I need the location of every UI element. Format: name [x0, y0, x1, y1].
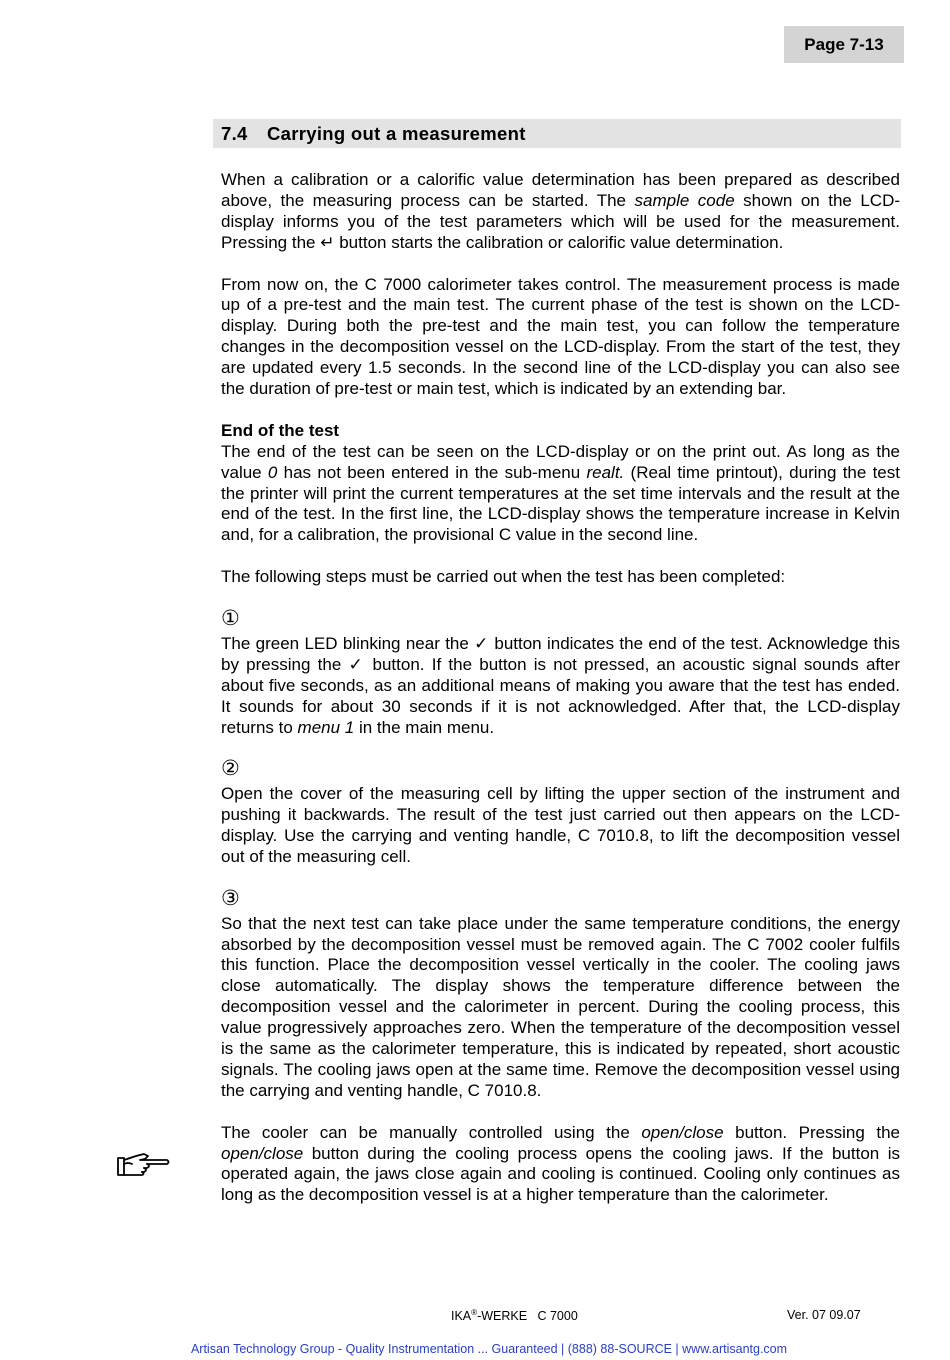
artisan-footer-link[interactable]: Artisan Technology Group - Quality Instrumentation ... Guaranteed | (888) 88-SOURCE | www.artisantg.com — [190, 1342, 788, 1356]
step-1-text: The green LED blinking near the ✓ button indicates the end of the test. Acknowledge this by pressing the ✓ button. If the button is not pressed, an acoustic signal sounds after about five seconds, as an additional means of making you aware that the test has ended. It sounds for about 30 seconds if it is not acknowledged. After that, the LCD-display returns to menu 1 in the main menu. — [221, 633, 900, 737]
step-2-text: Open the cover of the measuring cell by lifting the upper section of the instrument and pushing it backwards. The result of the test just carried out then appears on the LCD-display. Use the carrying and venting handle, C 7010.8, to lift the decomposition vessel out of the measuring cell. — [221, 784, 900, 866]
page-number-label: Page 7-13 — [784, 26, 904, 63]
menu-1-term: menu 1 — [297, 717, 355, 737]
check-icon: ✓ — [348, 654, 366, 674]
main-content — [221, 170, 900, 1227]
intro-paragraph-2: From now on, the C 7000 calorimeter takes control. The measurement process is made up of a pre-test and the main test. The current phase of the test is shown on the LCD-display. During both the pre-test and the main test, you can follow the temperature changes in the decomposition vessel on the LCD-display. From the start of the test, they are updated every 1.5 seconds. In the second line of the LCD-display you can also see the duration of pre-test or main test, which is indicated by an extending bar. — [221, 274, 900, 399]
open-close-term: open/close — [221, 1143, 304, 1163]
sample-code-term: sample code — [634, 190, 735, 210]
section-number: 7.4 — [221, 123, 248, 144]
section-title: Carrying out a measurement — [267, 123, 526, 144]
steps-intro: The following steps must be carried out when the test has been completed: — [221, 567, 786, 587]
open-close-term: open/close — [641, 1122, 724, 1142]
note-paragraph: The cooler can be manually controlled using the open/close button. Pressing the open/close button during the cooling process opens the cooling jaws. If the button is operated again, the jaws close again and cooling is continued. Cooling only continues as long as the decomposition vessel is at a higher temperature than the calorimeter. — [221, 1122, 900, 1205]
realt-term: realt. — [586, 462, 625, 482]
pointing-hand-icon — [116, 1151, 172, 1179]
registered-mark: ® — [471, 1308, 478, 1317]
enter-key-icon: ↵ — [320, 232, 335, 252]
check-icon: ✓ — [474, 633, 490, 653]
end-of-test-paragraph: The end of the test can be seen on the LCD-display or on the print out. As long as the value 0 has not been entered in the sub-menu realt. (Real time printout), during the test the printer will print the current temperatures at the set time intervals and the result at the end of the test. In the first line, the LCD-display shows the temperature increase in Kelvin and, for a calibration, the provisional C value in the second line. — [221, 441, 900, 545]
footer-brand: IKA®-WERKE C 7000 — [451, 1308, 578, 1324]
section-heading — [213, 119, 901, 148]
intro-paragraph-1: When a calibration or a calorific value determination has been prepared as described above, the measuring process can be started. The sample code shown on the LCD-display informs you of the test parameters which will be used for the measurement. Pressing the ↵ button starts the calibration or calorific value determination. — [221, 170, 901, 252]
step-1-number: ① — [221, 606, 240, 630]
step-2-number: ② — [221, 757, 240, 781]
footer-version: Ver. 07 09.07 — [787, 1308, 861, 1322]
end-of-test-heading: End of the test — [221, 420, 340, 440]
step-3-text: So that the next test can take place under the same temperature conditions, the energy absorbed by the decomposition vessel must be removed again. The C 7002 cooler fulfils this function. Place the decomposition vessel vertically in the cooler. The cooling jaws close automatically. The display shows the temperature difference between the decomposition vessel and the calorimeter in percent. During the cooling process, this value progressively approaches zero. When the temperature of the decomposition vessel is the same as the calorimeter temperature, this is indicated by repeated, short acoustic signals. The cooling jaws open at the same time. Remove the decomposition vessel using the carrying and venting handle, C 7010.8. — [221, 913, 900, 1100]
step-3-number: ③ — [221, 886, 240, 910]
